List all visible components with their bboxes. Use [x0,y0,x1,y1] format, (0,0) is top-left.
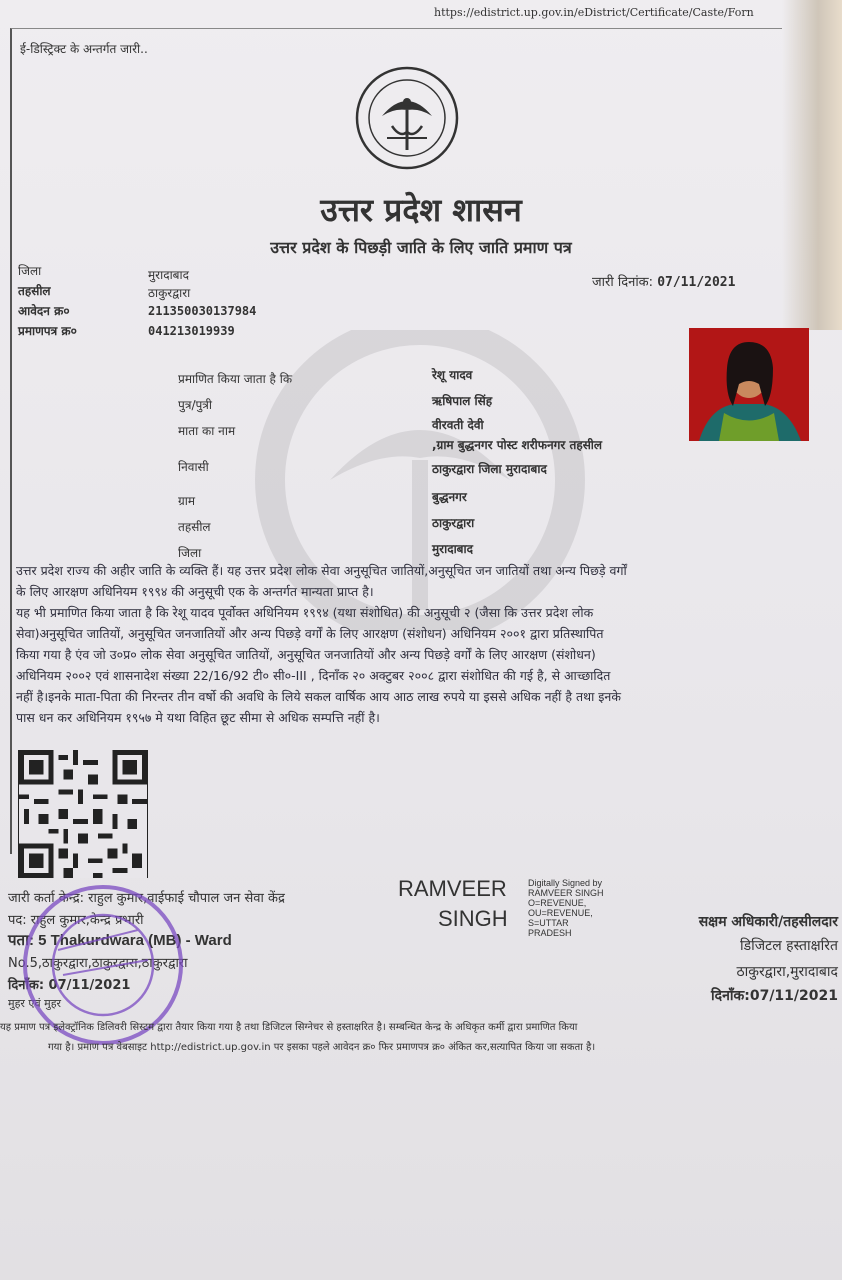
detail-value-address-1: ,ग्राम बुद्धनगर पोस्ट शरीफनगर तहसील [432,438,603,452]
page-url: https://edistrict.up.gov.in/eDistrict/Certificate/Caste/Forn [434,6,754,19]
certificate-value: 041213019939 [148,324,235,338]
district-label: जिला [18,264,42,278]
issue-date [592,272,735,290]
person-photo-icon [689,328,809,441]
signature-detail: RAMVEER SINGH [528,888,604,898]
authority-place: ठाकुरद्वारा,मुरादाबाद [736,964,838,980]
signature-detail: OU=REVENUE, [528,908,593,918]
detail-value-name: रेशू यादव [432,368,473,382]
detail-label: ग्राम [178,494,196,508]
note-line: गया है। प्रमाण पत्र वेबसाइट http://edistrict.up.gov.in पर इसका पहले आवेदन क्र० फिर प्रमाणपत्र क्र० अंकित कर,सत्यापित किया जा सकता है। [48,1042,596,1053]
signer-name-line1: RAMVEER [398,876,507,901]
detail-value-father: ऋषिपाल सिंह [432,394,493,408]
certificate-body [16,560,836,728]
header-note: ई-डिस्ट्रिक्ट के अन्तर्गत जारी.. [20,42,148,56]
issuer-seal-text: मुहर एवं मुहर [8,997,62,1010]
issuer-post: पद: राहुल कुमार,केन्द्र प्रभारी [8,913,144,928]
application-value: 211350030137984 [148,304,257,318]
document-title: उत्तर प्रदेश शासन [320,191,522,229]
issuer-address-2: No.5,ठाकुरद्वारा,ठाकुरद्वारा,ठाकुरद्वारा [8,956,188,971]
issuer-center: जारी कर्ता केन्द्र: राहुल कुमार,वाईफाई चौपाल जन सेवा केंद्र [8,891,285,906]
detail-value-address-2: ठाकुरद्वारा जिला मुरादाबाद [432,462,547,476]
verification-note [0,1018,842,1058]
detail-label: पुत्र/पुत्री [178,398,213,412]
detail-label: माता का नाम [178,424,236,438]
signature-detail: PRADESH [528,928,572,938]
certificate-label: प्रमाणपत्र क्र० [18,324,77,338]
applicant-photo [689,328,809,441]
qr-code [18,750,148,878]
body-line: उत्तर प्रदेश राज्य की अहीर जाति के व्यक्ति हैं। यह उत्तर प्रदेश लोक सेवा अनुसूचित जातियों,अनुसूचित जन जातियों तथा अन्य पिछड़े वर्गों [16,563,627,578]
body-line: पास धन कर अधिनियम १९५७ मे यथा विहित छूट सीमा से अधिक सम्पत्ति नहीं है। [16,710,380,725]
detail-value-tehsil: ठाकुरद्वारा [432,516,475,530]
body-line: सेवा)अनुसूचित जातियों, अनुसूचित जनजातियों और अन्य पिछड़े वर्गों के लिए आरक्षण (संशोधन) अधिनियम २००१ द्वारा प्रतिस्थापित [16,626,604,641]
up-emblem-icon [352,66,462,170]
body-line: यह भी प्रमाणित किया जाता है कि रेशू यादव पूर्वोक्त अधिनियम १९९४ (यथा संशोधित) की अनुसूची २ (जैसा कि उत्तर प्रदेश लोक [16,605,594,620]
paper-shadow [782,0,842,330]
body-line: अधिनियम २००२ एवं शासनादेश संख्या 22/16/92 टी० सी०-III , दिनाँक २० अक्टुबर २००८ द्वारा संशोधित की गई है, से आच्छादित [16,668,611,683]
issue-date-value: 07/11/2021 [657,275,736,290]
detail-label: जिला [178,546,202,560]
tehsil-label: तहसील [18,284,51,298]
issue-date-label: जारी दिनांक: [592,275,654,290]
district-value: मुरादाबाद [148,268,190,282]
detail-value-mother: वीरवती देवी [432,418,484,432]
authority-title: सक्षम अधिकारी/तहसीलदार [698,914,838,930]
body-line: नहीं है।इनके माता-पिता की निरन्तर तीन वर्षो की अवधि के लिये सकल वार्षिक आय आठ लाख रुपये या इससे अधिक नहीं है तथा इनके [16,689,621,704]
body-line: किया गया है एंव जो उ०प्र० लोक सेवा अनुसूचित जातियों, अनुसूचित जनजातियों और अन्य पिछड़े वर्गों के लिए आरक्षण (संशोधन) [16,647,596,662]
tehsil-value: ठाकुरद्वारा [148,286,191,300]
signature-detail: O=REVENUE, [528,898,587,908]
detail-value-village: बुद्धनगर [432,490,467,504]
issuer-date: दिनाँक: 07/11/2021 [8,978,131,993]
authority-sign-type: डिजिटल हस्ताक्षरित [740,938,838,954]
detail-label: निवासी [178,460,209,474]
application-label: आवेदन क्र० [18,304,70,318]
detail-value-district: मुरादाबाद [432,542,474,556]
signature-detail: S=UTTAR [528,918,569,928]
signature-details [528,878,604,938]
body-line: के लिए आरक्षण अधिनियम १९९४ की अनुसूची एक के अन्तर्गत मान्यता प्राप्त है। [16,584,374,599]
note-line: यह प्रमाण पत्र इलेक्ट्रॉनिक डिलिवरी सिस्टम द्वारा तैयार किया गया है तथा डिजिटल सिग्नेचर से हस्ताक्षरित है। सम्बन्धित केन्द्र के अधिकृत कर्मी द्वारा प्रमाणित किया [0,1022,578,1033]
detail-label: तहसील [178,520,211,534]
issuer-address: पता: 5 Thakurdwara (MB) - Ward [8,932,232,949]
signature-detail: Digitally Signed by [528,878,603,888]
authority-date: दिनाँक:07/11/2021 [711,988,838,1004]
signer-name-line2: SINGH [438,906,508,931]
document-subtitle: उत्तर प्रदेश के पिछड़ी जाति के लिए जाति प्रमाण पत्र [270,238,572,257]
detail-label: प्रमाणित किया जाता है कि [178,372,293,386]
